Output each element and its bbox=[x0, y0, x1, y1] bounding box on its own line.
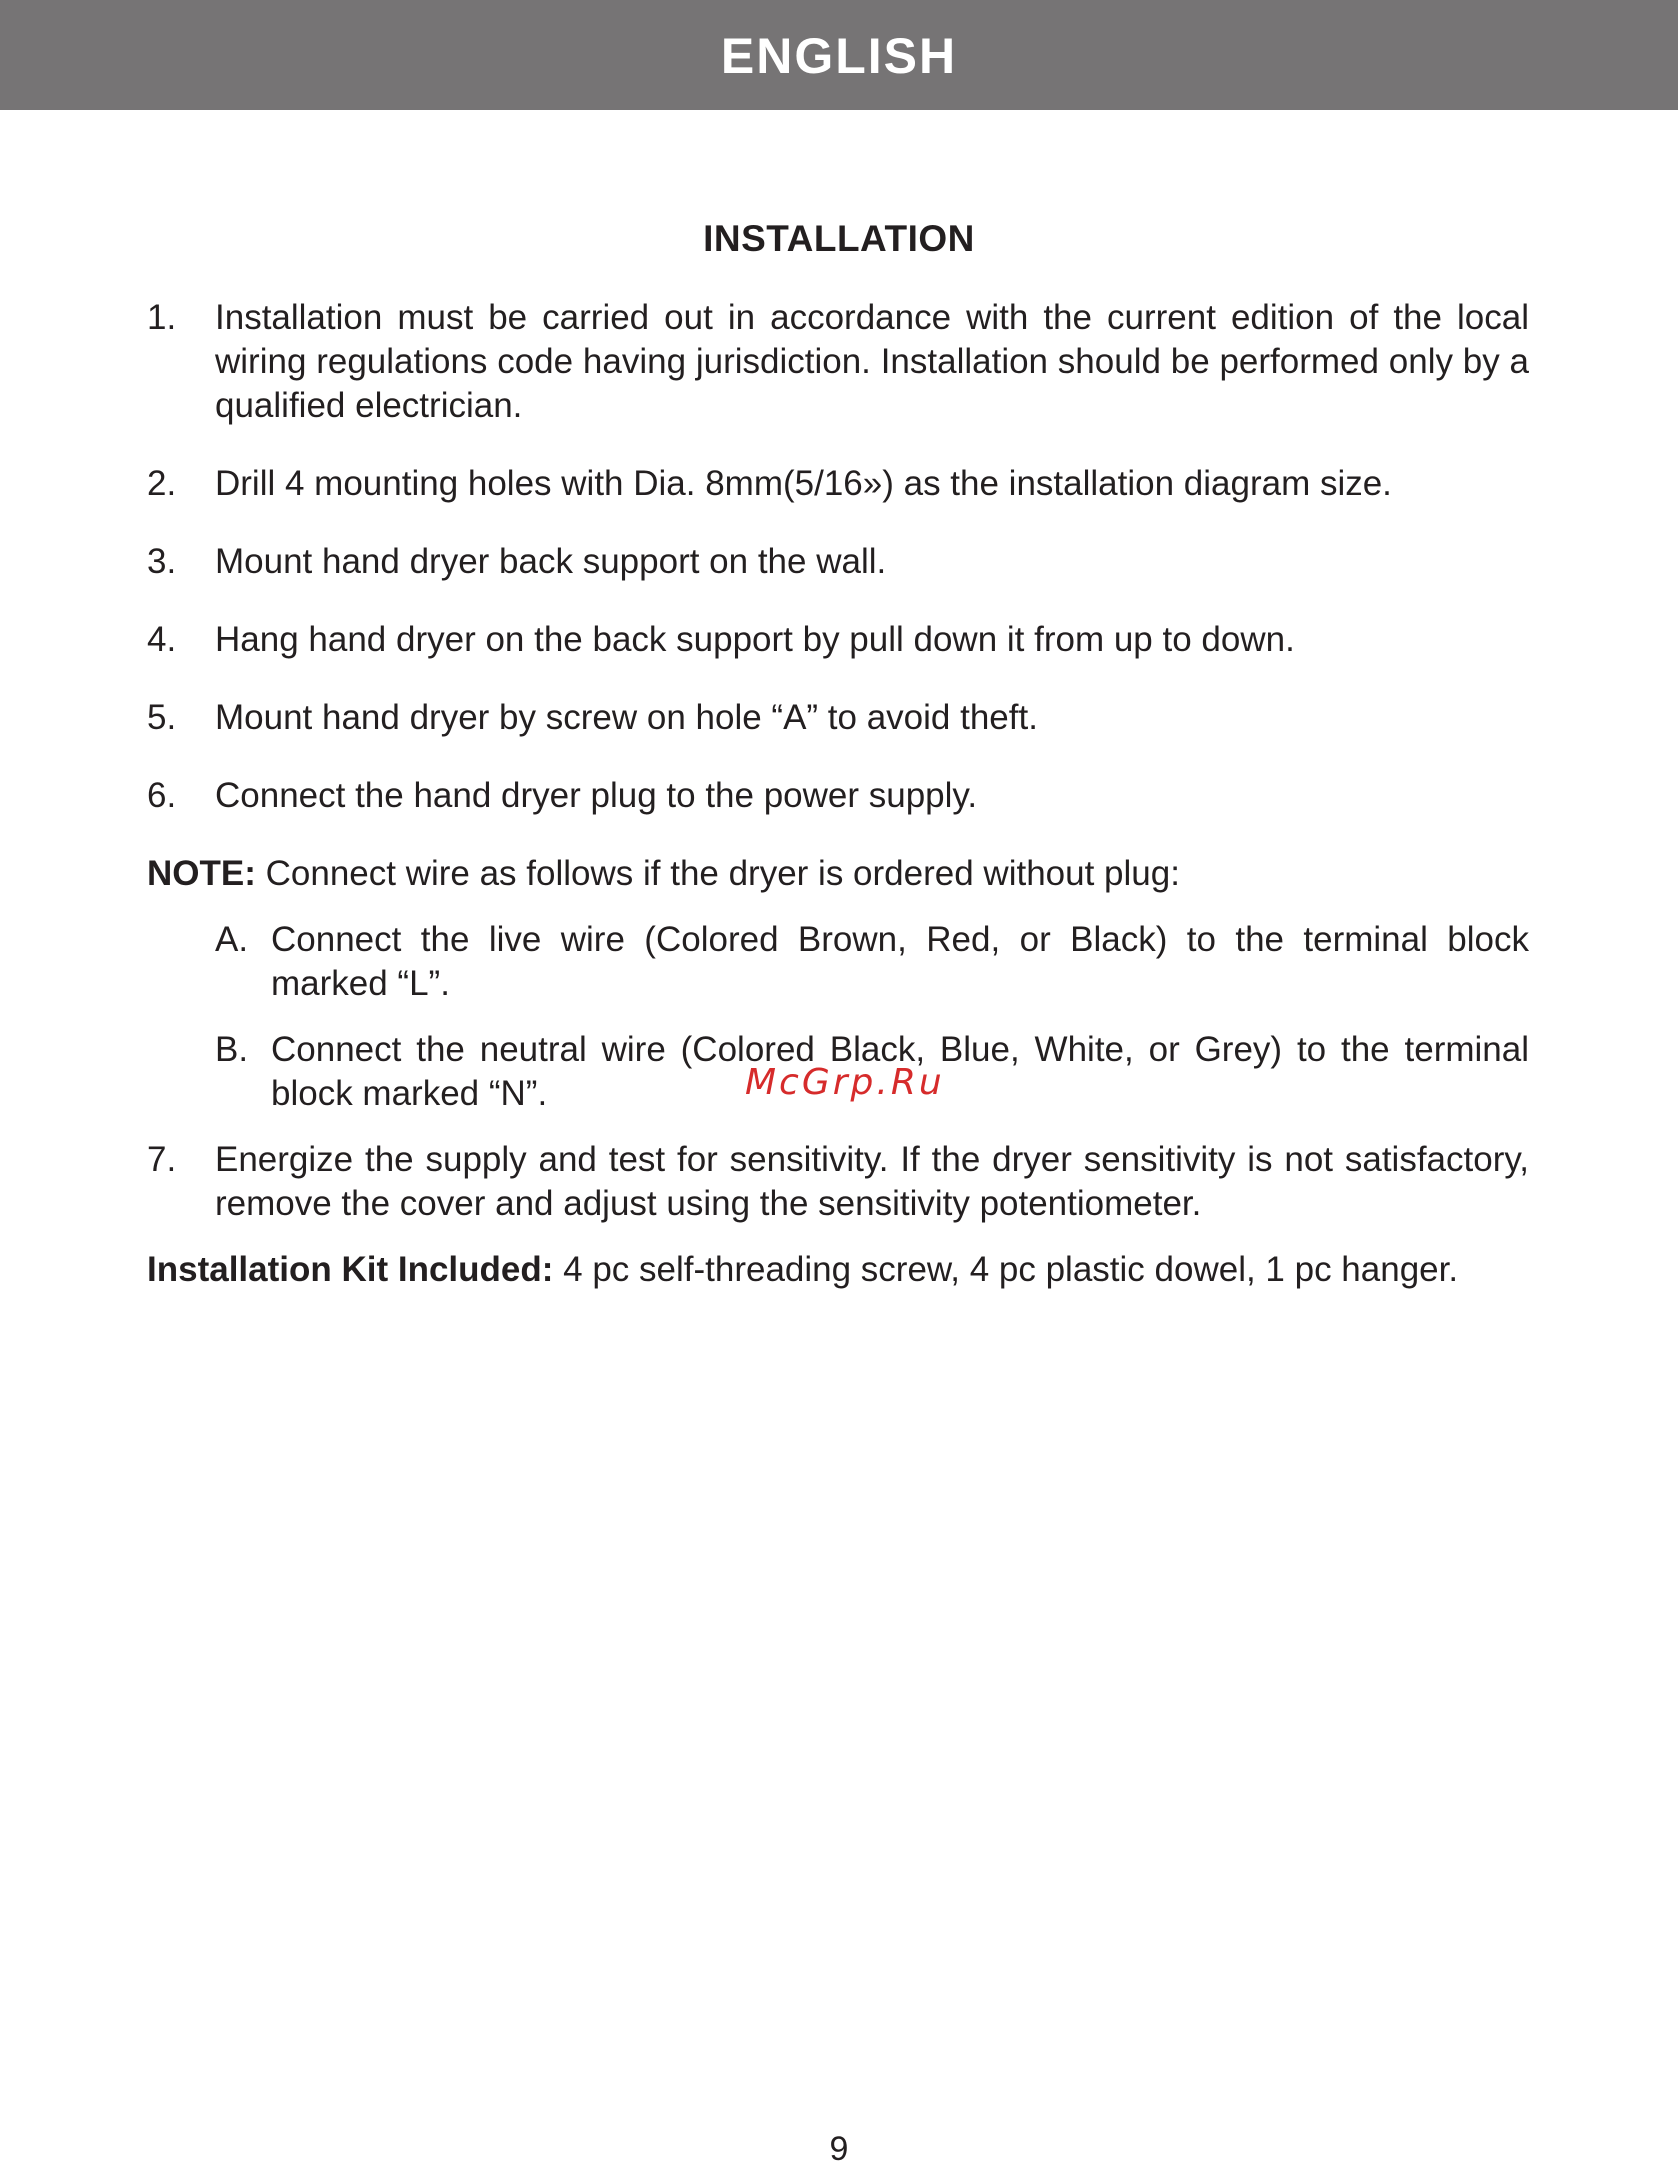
note-item-text: Connect the live wire (Colored Brown, Red, or Black) to the terminal block marked “L”. bbox=[271, 920, 1529, 1003]
step-7 bbox=[147, 1138, 1529, 1226]
note-item-letter: B. bbox=[215, 1030, 249, 1069]
note-item-text: Connect the neutral wire (Colored Black, Blue, White, or Grey) to the terminal block marked “N”. bbox=[271, 1030, 1529, 1113]
step-number: 6. bbox=[147, 776, 177, 815]
note-label: NOTE: bbox=[147, 854, 256, 893]
note bbox=[147, 852, 1529, 896]
step-number: 1. bbox=[147, 298, 177, 337]
step-number: 7. bbox=[147, 1140, 177, 1179]
note-text: Connect wire as follows if the dryer is ordered without plug: bbox=[255, 854, 1180, 893]
step-number: 2. bbox=[147, 464, 177, 503]
step-5 bbox=[147, 696, 1529, 740]
step-text: Energize the supply and test for sensitivity. If the dryer sensitivity is not satisfactory, remove the cover and adjust using the sensitivity potentiometer. bbox=[215, 1140, 1529, 1223]
step-text: Mount hand dryer by screw on hole “A” to avoid theft. bbox=[215, 698, 1038, 737]
section-title: INSTALLATION bbox=[703, 218, 975, 259]
installation-content bbox=[147, 296, 1529, 1292]
step-4 bbox=[147, 618, 1529, 662]
page-number: 9 bbox=[829, 2130, 849, 2168]
installation-kit bbox=[147, 1248, 1529, 1292]
language-header: ENGLISH bbox=[720, 28, 958, 84]
watermark: McGrp.Ru bbox=[745, 1062, 945, 1103]
step-number: 3. bbox=[147, 542, 177, 581]
kit-label: Installation Kit Included: bbox=[147, 1250, 554, 1289]
step-number: 4. bbox=[147, 620, 177, 659]
step-text: Drill 4 mounting holes with Dia. 8mm(5/16») as the installation diagram size. bbox=[215, 464, 1392, 503]
kit-text: 4 pc self-threading screw, 4 pc plastic dowel, 1 pc hanger. bbox=[553, 1250, 1459, 1289]
step-text: Connect the hand dryer plug to the power supply. bbox=[215, 776, 978, 815]
step-6 bbox=[147, 774, 1529, 818]
step-3 bbox=[147, 540, 1529, 584]
step-1 bbox=[147, 296, 1529, 428]
note-item-a bbox=[147, 918, 1529, 1006]
step-text: Installation must be carried out in accordance with the current edition of the local wiring regulations code having jurisdiction. Installation should be performed only by a qualified electrician. bbox=[215, 298, 1529, 425]
step-number: 5. bbox=[147, 698, 177, 737]
step-text: Hang hand dryer on the back support by pull down it from up to down. bbox=[215, 620, 1295, 659]
step-2 bbox=[147, 462, 1529, 506]
note-item-letter: A. bbox=[215, 920, 249, 959]
step-text: Mount hand dryer back support on the wall. bbox=[215, 542, 887, 581]
